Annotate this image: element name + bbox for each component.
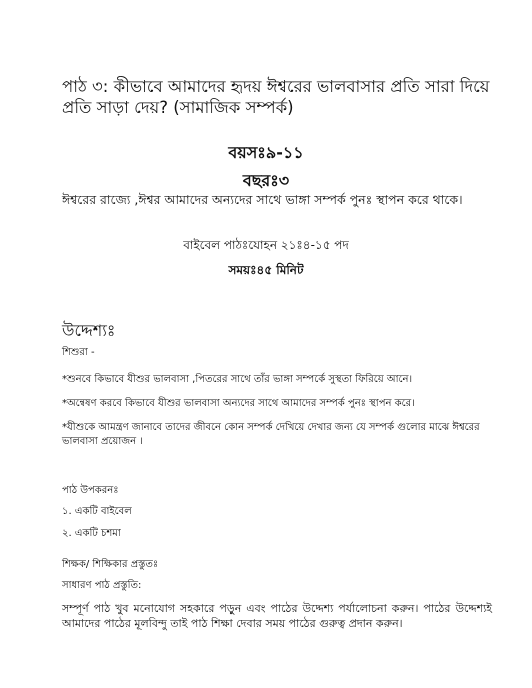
lesson-theme: ঈশ্বরের রাজ্যে ,ঈশ্বর আমাদের অন্যদের সাথে ভাঙ্গা সম্পর্ক পুনঃ স্থাপন করে থাকে। (62, 192, 463, 207)
material-item: ১. একটি বাইবেল (62, 506, 132, 517)
material-item: ২. একটি চশমা (62, 528, 121, 539)
age-range: বয়সঃ৯-১১ (228, 143, 304, 162)
objective-item: *শুনবে কিভাবে যীশুর ভালবাসা ,পিতরের সাথে তাঁর ভাঙ্গা সম্পর্কে সুস্থতা ফিরিয়ে আনে। (62, 374, 413, 385)
prep-paragraph: সম্পূর্ণ পাঠ খুব মনোযোগ সহকারে পড়ুন এবং পাঠের উদ্দেশ্য পর্যালোচনা করুন। পাঠের উদ্দেশ্যই আমাদের পাঠের মূলবিন্দু তাই পাঠ শিক্ষা দেবার সময় পাঠের গুরুত্ব প্রদান করুন। (62, 602, 492, 630)
year-label: বছরঃ৩ (242, 171, 290, 190)
learners-label: শিশুরা - (62, 347, 95, 358)
general-prep-label: সাধারণ পাঠ প্রস্তুতি: (62, 580, 142, 591)
objectives-heading: উদ্দেশ্যঃ (62, 321, 116, 340)
teacher-prep-heading: শিক্ষক/ শিক্ষিকার প্রস্তুতঃ (62, 559, 159, 570)
lesson-title: পাঠ ৩: কীভাবে আমাদের হৃদয় ঈশ্বরের ভালবাসার প্রতি সারা দিয়ে প্রতি সাড়া দেয়? (সামাজিক সম্পর্ক) (62, 77, 490, 117)
objective-item: *যীশুকে আমন্ত্রণ জানাবে তাদের জীবনে কোন সম্পর্ক দেখিয়ে দেখার জন্য যে সম্পর্ক গুলোর মাঝে ঈশ্বরের ভালবাসা প্রয়োজন । (62, 422, 480, 447)
lesson-duration: সময়ঃ৪৫ মিনিট (228, 263, 304, 277)
bible-reading: বাইবেল পাঠঃযোহন ২১ঃ৪-১৫ পদ (183, 238, 349, 252)
materials-heading: পাঠ উপকরনঃ (62, 485, 119, 496)
objective-item: *অন্বেষণ করবে কিভাবে যীশুর ভালবাসা অন্যদের সাথে আমাদের সম্পর্ক পুনঃ স্থাপন করে। (62, 398, 415, 409)
